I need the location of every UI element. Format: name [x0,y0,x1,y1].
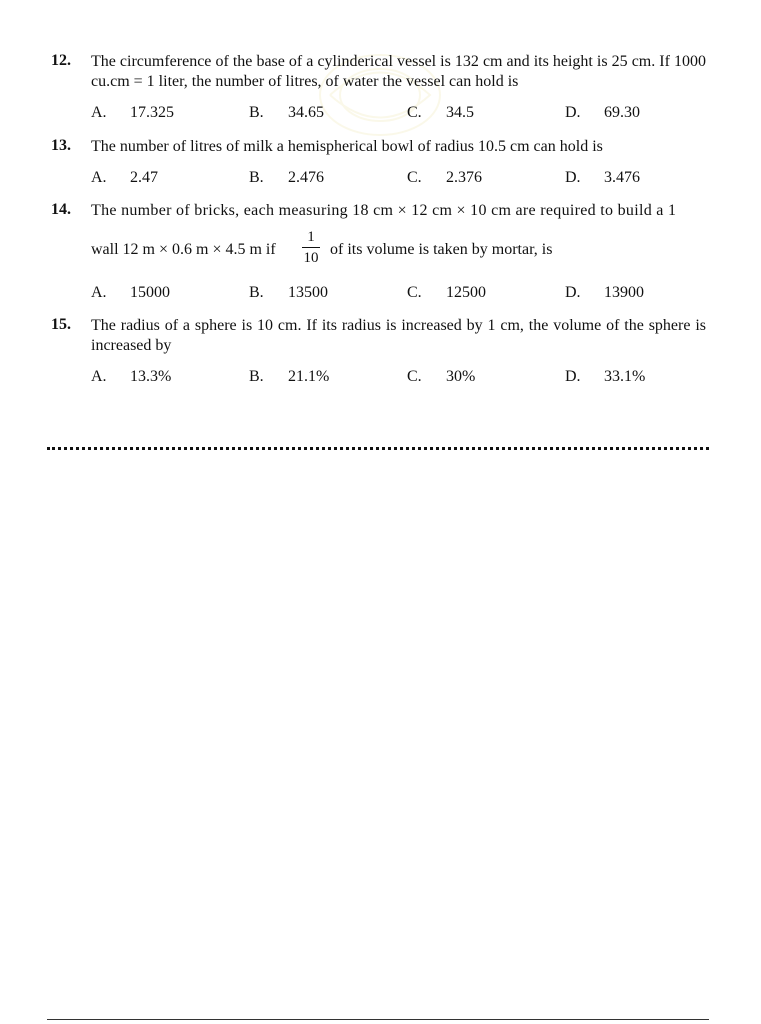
fraction-denominator: 10 [303,250,319,266]
question-text: The radius of a sphere is 10 cm. If its radius is increased by 1 cm, the volume of the sphere is increased by [91,317,706,354]
question-number: 14. [51,201,71,218]
section-divider [47,447,709,450]
options-row: A. 13.3% B. 21.1% C. 30% D. 33.1% [91,368,646,385]
question-text: The number of litres of milk a hemispherical bowl of radius 10.5 cm can hold is [91,138,603,155]
options-row: A. 17.325 B. 34.65 C. 34.5 D. 69.30 [91,104,640,121]
fraction-bar [302,247,320,248]
question-number: 15. [51,316,71,333]
fraction-numerator: 1 [307,229,315,245]
question-number: 12. [51,52,71,69]
fraction [302,228,320,267]
options-row: A. 15000 B. 13500 C. 12500 D. 13900 [91,284,644,301]
question-text-line2-before: wall 12 m × 0.6 m × 4.5 m if [91,241,276,258]
question-number: 13. [51,137,71,154]
options-row: A. 2.47 B. 2.476 C. 2.376 D. 3.476 [91,169,640,186]
question-text: The circumference of the base of a cylinderical vessel is 132 cm and its height is 25 cm. If 1000 cu.cm = 1 liter, the number of litres, of water the vessel can hold is [91,53,706,90]
footer-rule [47,1019,709,1020]
question-text-line2-after: of its volume is taken by mortar, is [330,241,553,258]
question-text-line1: The number of bricks, each measuring 18 cm × 12 cm × 10 cm are required to build a 1 [91,202,677,219]
